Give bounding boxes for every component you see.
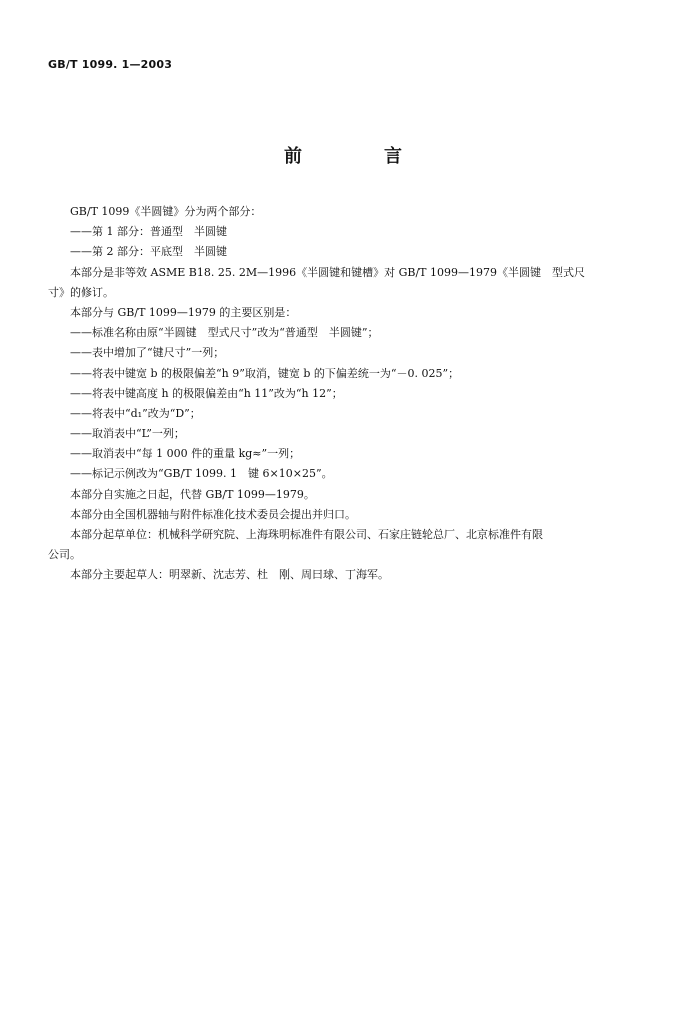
paragraph-line: GB/T 1099《半圆键》分为两个部分： (70, 205, 262, 218)
paragraph-line: ——将表中键高度 h 的极限偏差由“h 11”改为“h 12”； (70, 386, 343, 400)
paragraph-line: 寸》的修订。 (48, 285, 114, 299)
paragraph-line: ——表中增加了“键尺寸”一列； (70, 346, 225, 360)
paragraph-line: 本部分自实施之日起，代替 GB/T 1099—1979。 (70, 487, 315, 501)
standard-code-header: GB/T 1099. 1—2003 (48, 58, 173, 71)
paragraph-line: ——标准名称由原“半圆键 型式尺寸”改为“普通型 半圆键”； (70, 326, 379, 340)
paragraph-line: ——取消表中“每 1 000 件的重量 kg≈”一列； (70, 447, 301, 461)
paragraph-line: ——取消表中“L”一列； (70, 427, 185, 441)
paragraph-line: 本部分是非等效 ASME B18. 25. 2M—1996《半圆键和键槽》对 GB/T 1099—1979《半圆键 型式尺 (70, 265, 585, 279)
paragraph-line: 本部分主要起草人：明翠新、沈志芳、杜 刚、周曰球、丁海军。 (70, 568, 389, 582)
paragraph-line: 公司。 (48, 548, 81, 562)
paragraph-line: ——将表中“d₁”改为“D”； (70, 406, 201, 420)
paragraph-line: 本部分与 GB/T 1099—1979 的主要区别是： (70, 305, 297, 319)
paragraph-line: ——将表中键宽 b 的极限偏差“h 9”取消，键宽 b 的下偏差统一为“－0. 025”； (70, 366, 460, 380)
paragraph-line: 本部分由全国机器轴与附件标准化技术委员会提出并归口。 (70, 507, 356, 521)
paragraph-line: ——第 1 部分：普通型 半圆键 (70, 225, 227, 239)
page-title: 前 言 (284, 146, 434, 167)
paragraph-line: ——第 2 部分：平底型 半圆键 (70, 245, 227, 259)
foreword-body (48, 202, 638, 586)
paragraph-line: 本部分起草单位：机械科学研究院、上海珠明标准件有限公司、石家庄链轮总厂、北京标准件有限 (70, 528, 543, 541)
paragraph-line: ——标记示例改为“GB/T 1099. 1 键 6×10×25”。 (70, 467, 333, 481)
